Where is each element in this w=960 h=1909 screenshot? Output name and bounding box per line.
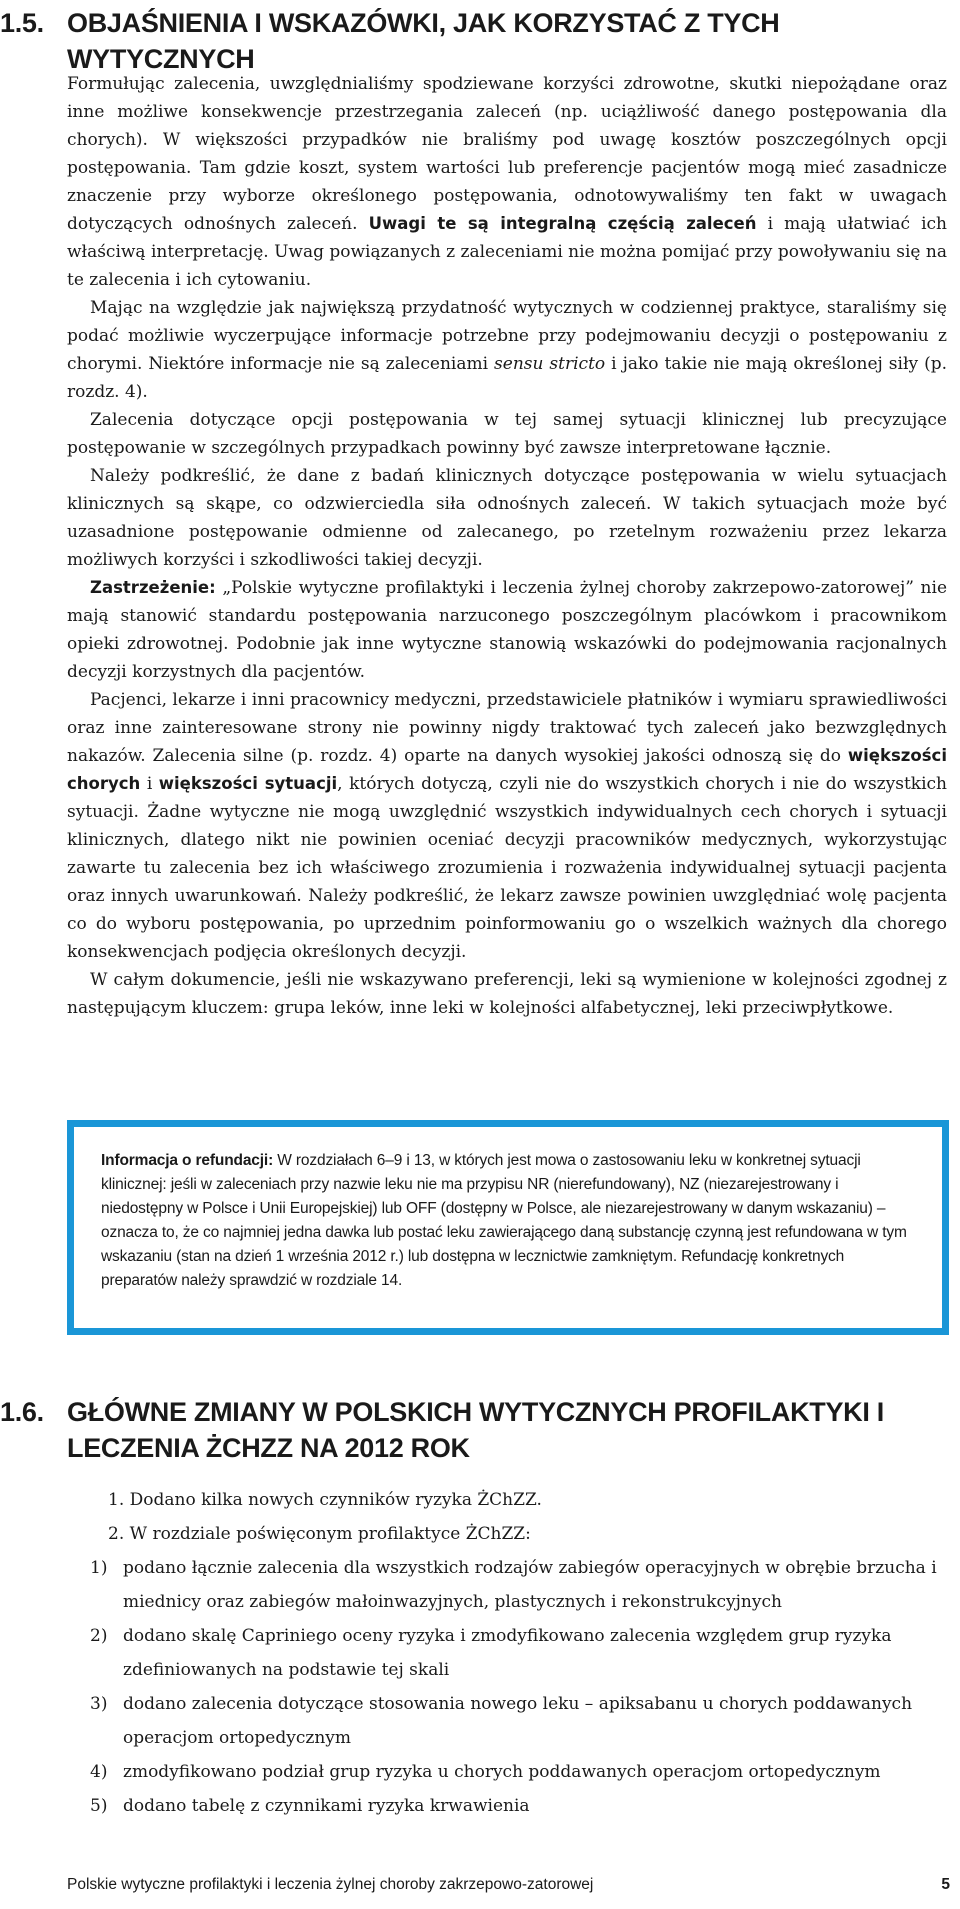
sub-list-item bbox=[90, 1619, 950, 1687]
paragraph bbox=[67, 686, 947, 966]
section-title: GŁÓWNE ZMIANY W POLSKICH WYTYCZNYCH PROFILAKTYKI I LECZENIA ŻCHZZ NA 2012 ROK bbox=[67, 1397, 884, 1463]
list-item-text: zmodyfikowano podział grup ryzyka u chorych poddawanych operacjom ortopedycznym bbox=[123, 1762, 881, 1782]
list-item-text: podano łącznie zalecenia dla wszystkich rodzajów zabiegów operacyjnych w obrębie brzucha i miednicy oraz zabiegów małoinwazyjnych, plastycznych i rekonstrukcyjnych bbox=[123, 1558, 937, 1612]
refund-info-box bbox=[67, 1120, 949, 1335]
paragraph-text: i jako takie nie mają określonej siły (p. rozdz. 4). bbox=[67, 354, 948, 402]
list-marker: 2) bbox=[90, 1626, 108, 1646]
section-body bbox=[67, 70, 947, 1022]
section-heading-1-5 bbox=[0, 5, 950, 77]
refund-info-body: W rozdziałach 6–9 i 13, w których jest mowa o zastosowaniu leku w konkretnej sytuacji klinicznej: jeśli w zaleceniach przy nazwie leku nie ma przypisu NR (nierefundowany), NZ (niezarejestrowany i niedostępny w Polsce i Unii Europejskiej) lub OFF (dostępny w Polsce, ale niezarejestrowany w danym wskazaniu) – oznacza to, że co najmniej jedna dawka lub postać leku zawierającego daną substancję czynną jest refundowana w tym wskazaniu (stan na dzień 1 września 2012 r.) lub dostępna w lecznictwie zamkniętym. Refundację konkretnych preparatów należy sprawdzić w rozdziale 14. bbox=[101, 1152, 907, 1289]
list-item-text: dodano zalecenia dotyczące stosowania nowego leku – apiksabanu u chorych poddawanych operacjom ortopedycznym bbox=[123, 1694, 913, 1748]
list-item: 1. Dodano kilka nowych czynników ryzyka ŻChZZ. bbox=[108, 1490, 542, 1510]
list-marker: 1) bbox=[90, 1558, 108, 1578]
bold-text: większości sytuacji bbox=[158, 774, 338, 793]
paragraph-text: Pacjenci, lekarze i inni pracownicy medyczni, przedstawiciele płatników i wymiaru sprawiedliwości oraz inne zainteresowane strony nie powinny nigdy traktować tych zaleceń jako bezwzględnych nakazów. Zalecenia silne (p. rozdz. 4) oparte na danych wysokiej jakości odnoszą się do bbox=[67, 690, 947, 766]
list-item: 2. W rozdziale poświęconym profilaktyce ŻChZZ: bbox=[108, 1524, 531, 1544]
paragraph: W całym dokumencie, jeśli nie wskazywano preferencji, leki są wymienione w kolejności zgodnej z następującym kluczem: grupa leków, inne leki w kolejności alfabetycznej, leki przeciwpłytkowe. bbox=[67, 970, 947, 1018]
footer-title: Polskie wytyczne profilaktyki i leczenia żylnej choroby zakrzepowo-zatorowej bbox=[67, 1876, 594, 1893]
paragraph bbox=[67, 574, 947, 686]
sub-list-item bbox=[90, 1551, 950, 1619]
list-marker: 4) bbox=[90, 1762, 108, 1782]
list-item-text: dodano tabelę z czynnikami ryzyka krwawienia bbox=[123, 1796, 530, 1816]
paragraph-text: Formułując zalecenia, uwzględnialiśmy spodziewane korzyści zdrowotne, skutki niepożądane oraz inne możliwe konsekwencje przestrzegania zaleceń (np. uciążliwość danego postępowania dla chorych). W większości przypadków nie braliśmy pod uwagę kosztów poszczególnych opcji postępowania. Tam gdzie koszt, system wartości lub preferencje pacjentów mogą mieć zasadnicze znaczenie przy wyborze określonego postępowania, odnotowywaliśmy ten fakt w uwagach dotyczących odnośnych zaleceń. bbox=[67, 74, 947, 234]
changes-list bbox=[90, 1483, 950, 1823]
sub-list-item bbox=[90, 1687, 950, 1755]
paragraph-text: i bbox=[140, 774, 159, 794]
bold-text: Uwagi te są integralną częścią zaleceń bbox=[368, 214, 757, 233]
sub-list-item bbox=[90, 1789, 950, 1823]
page-number: 5 bbox=[941, 1876, 950, 1893]
list-marker: 5) bbox=[90, 1796, 108, 1816]
page-footer bbox=[67, 1876, 950, 1894]
paragraph-text: , których dotyczą, czyli nie do wszystkich chorych i nie do wszystkich sytuacji. Żadne wytyczne nie mogą uwzględnić wszystkich indywidualnych cech chorych i sytuacji klinicznych, dlatego nikt nie powinien oceniać decyzji pracowników medycznych, wykorzystując zawarte tu zalecenia bez ich właściwego zrozumienia i rozważenia indywidualnej sytuacji pacjenta oraz innych uwarunkowań. Należy podkreślić, że lekarz zawsze powinien uwzględniać wolę pacjenta co do wyboru postępowania, po uprzednim poinformowaniu go o wszelkich ważnych dla chorego konsekwencjach podjęcia określonych decyzji. bbox=[67, 774, 948, 962]
paragraph: Należy podkreślić, że dane z badań klinicznych dotyczące postępowania w wielu sytuacjach klinicznych są skąpe, co odzwierciedla siła odnośnych zaleceń. W takich sytuacjach może być uzasadnione postępowanie odmienne od zalecanego, po rzetelnym rozważeniu przez lekarza możliwych korzyści i szkodliwości takiej decyzji. bbox=[67, 466, 947, 570]
section-number: 1.6. bbox=[0, 1397, 44, 1427]
section-heading-1-6 bbox=[0, 1394, 950, 1466]
refund-info-text bbox=[101, 1149, 912, 1293]
paragraph bbox=[67, 294, 947, 406]
bold-text: Zastrzeżenie: bbox=[90, 578, 216, 597]
section-number: 1.5. bbox=[0, 8, 44, 38]
paragraph-text: i mają ułatwiać ich właściwą interpretację. Uwag powiązanych z zaleceniami nie można pomijać przy powoływaniu się na te zalecenia i ich cytowaniu. bbox=[67, 214, 947, 290]
paragraph-text: „Polskie wytyczne profilaktyki i leczenia żylnej choroby zakrzepowo-zatorowej” nie mają stanowić standardu postępowania narzuconego poszczególnym placówkom i pracownikom opieki zdrowotnej. Podobnie jak inne wytyczne stanowią wskazówki do podejmowania racjonalnych decyzji korzystnych dla pacjentów. bbox=[67, 578, 947, 682]
paragraph bbox=[67, 70, 947, 294]
refund-info-label: Informacja o refundacji: bbox=[101, 1152, 274, 1169]
paragraph: Zalecenia dotyczące opcji postępowania w tej samej sytuacji klinicznej lub precyzujące postępowanie w szczególnych przypadkach powinny być zawsze interpretowane łącznie. bbox=[67, 410, 947, 458]
italic-text: sensu stricto bbox=[494, 354, 606, 374]
bold-text: większości chorych bbox=[67, 746, 947, 793]
list-item-text: dodano skalę Capriniego oceny ryzyka i zmodyfikowano zalecenia względem grup ryzyka zdefiniowanych na podstawie tej skali bbox=[123, 1626, 892, 1680]
paragraph-text: Mając na względzie jak największą przydatność wytycznych w codziennej praktyce, staraliśmy się podać możliwie wyczerpujące informacje potrzebne przy podejmowaniu decyzji o postępowaniu z chorymi. Niektóre informacje nie są zaleceniami bbox=[67, 298, 947, 374]
section-title: OBJAŚNIENIA I WSKAZÓWKI, JAK KORZYSTAĆ Z TYCH WYTYCZNYCH bbox=[67, 8, 780, 74]
sub-list-item bbox=[90, 1755, 950, 1789]
list-marker: 3) bbox=[90, 1694, 108, 1714]
